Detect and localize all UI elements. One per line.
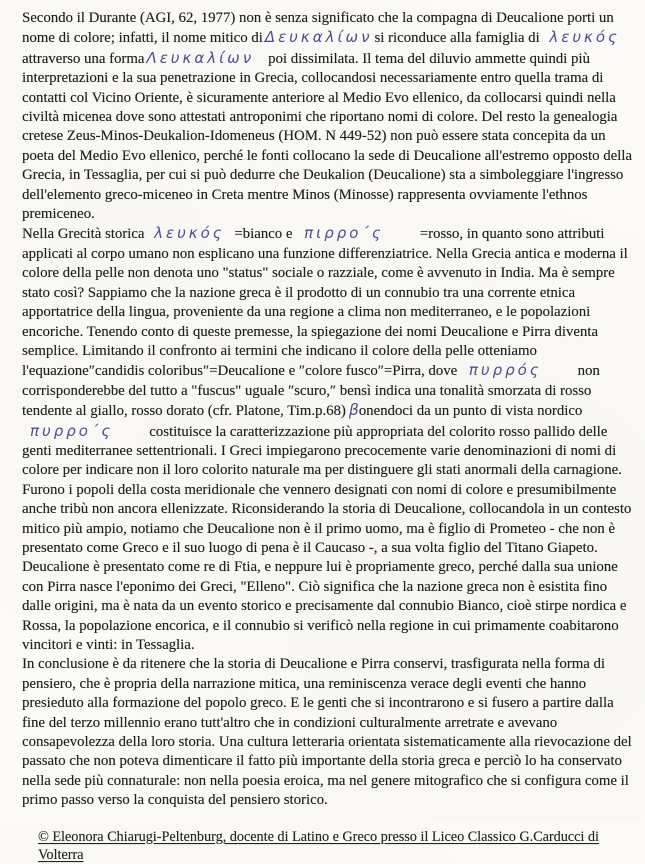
typed-text-segment: costituisce la caratterizzazione più appropriata del colorito rosso pallido delle genti mediterranee settentrionali. I Greci impiegarono precocemente varie denominazioni di nomi di colore per indicare non il loro colorito naturale ma per distinguere gli stati anormali della carnagione. Furono i popoli della costa meridionale che vennero designati con nomi di colore e presumibilmente anche tribù non ancora ellenizzate. Riconsiderando la storia di Deucalione, collocandola in un contesto mitico più ampio, notiamo che Deucalione non è il primo uomo, ma è figlio di Prometeo - che non è presentato come Greco e il suo luogo di pena è il Caucaso -, a sua volta figlio del Titano Giapeto. Deucalione è presentato come re di Ftia, e neppure lui è propriamente greco, perché dalla sua unione con Pirra nasce l'eponimo dei Greci, "Elleno". Ciò significa che la nazione greca non è esistita fino dalle origini, ma è nata da un evento storico e precisamente dal connubio Bianco, cioè stirpe nordica e Rossa, la popolazione encorica, e il connubio si verificò nella regione in cui primamente coabitarono vincitori e vinti: in Tessaglia. [22, 423, 632, 653]
typed-text-segment: poi dissimilata. Il tema del diluvio ammette quindi più interpretazioni e la sua penetrazione in Grecia, collocandosi necessariamente entro quella trama di contatti col Vicino Oriente, è sicuramente anteriore al Medio Evo ellenico, da collocarsi quindi nella civiltà micenea dove sono attestati antroponimi che riportano nomi di colore. Del resto la genealogia cretese Zeus-Minos-Deukalion-Idomeneus (HOM. N 449-52) non può essere stata concepita da un poeta del Medio Evo ellenico, perché le fonti collocano la sede di Deucalione all'estremo opposto della Grecia, in Tessaglia, per cui si può dedurre che Deukalion (Deucalione) sta a simboleggiare l'ingresso dell'elemento greco-miceneo in Creta mentre Minos (Minosse) rappresenta ovviamente l'ethnos premiceneo. [22, 50, 632, 223]
paragraph-durante-deucalione [22, 9, 633, 224]
paragraph-conclusione [22, 655, 633, 810]
greek-annotation-pyrros: πυρρο΄ς [30, 421, 114, 440]
typed-text-segment: onendoci da un punto di vista nordico [358, 403, 583, 420]
typed-text-segment: In conclusione è da ritenere che la storia di Deucalione e Pirra conservi, trasfigurata nella forma di pensiero, che è propria della narrazione mitica, una reminiscenza verace degli eventi che hanno presieduto alla formazione del popolo greco. E le genti che si incontrarono e si fusero a partire dalla fine del terzo millennio erano tutt'altro che in condizioni culturalmente arretrate e avevano consapevolezza della loro storia. Una cultura letteraria orientata sistematicamente alla rievocazione del passato che non poteva dimenticare il fatto più importante della storia greca e perciò lo ha conservato nella sede più connaturale: non nella poesia eroica, ma nel genere mitografico che si configura come il primo passo verso la conquista del pensiero storico. [22, 656, 632, 809]
greek-annotation-pirros: πιρρο΄ς [304, 224, 384, 243]
greek-annotation-leukalion: Λευκαλίων [146, 48, 255, 67]
greek-annotation-deukalion: Δευκαλίων [264, 28, 373, 47]
typed-text-segment: Nella Grecità storica [22, 226, 145, 243]
typed-text-segment: non corrisponderebbe del tutto a "fuscus" uguale ″scuro,″ bensì indica una tonalità smorzata di rosso tendente al giallo, rosso dorato (cfr. Platone, Tim.p.68) [22, 363, 600, 420]
greek-annotation-leukos: λευκός [154, 224, 225, 243]
paragraph-grecita-storica [22, 224, 633, 655]
typed-text-segment: =rosso, in quanto sono attributi applicati al corpo umano non esplicano una funzione differenziatrice. Nella Grecia antica e moderna il colore della pelle non denota uno "status" sociale o razziale, come è avvenuto in India. Ma è sempre stato così? Sappiamo che la nazione greca è il prodotto di un connubio tra una corrente etnica apportatrice della lingua, proveniente da una regione a clima non mediterraneo, e le popolazioni encoriche. Tenendo conto di queste premesse, la spiegazione dei nomi Deucalione e Pirra diventa semplice. Limitando il confronto ai termini che indicano il colore della pelle otteniamo l'equazione″candidis coloribus″=Deucalione e ″colore fusco″=Pirra, dove [22, 226, 628, 380]
handwritten-correction-beta: β [348, 401, 359, 420]
greek-annotation-leukos: λευκός [549, 28, 620, 47]
footer-credit: © Eleonora Chiarugi-Peltenburg, docente di Latino e Greco presso il Liceo Classico G.Carducci di Volterra [38, 828, 599, 863]
typed-text-segment: =bianco e [234, 226, 293, 243]
greek-annotation-pyrros: πυρρός [468, 361, 542, 380]
typed-text-segment: attraverso una forma [22, 50, 145, 67]
typed-text-segment: si riconduce alla famiglia di [374, 30, 540, 47]
typed-text-segment: Secondo il Durante (AGI, 62, 1977) non è senza significato che la compagna di Deucalione porti un nome di colore; infatti, il nome mitico di [22, 10, 614, 47]
